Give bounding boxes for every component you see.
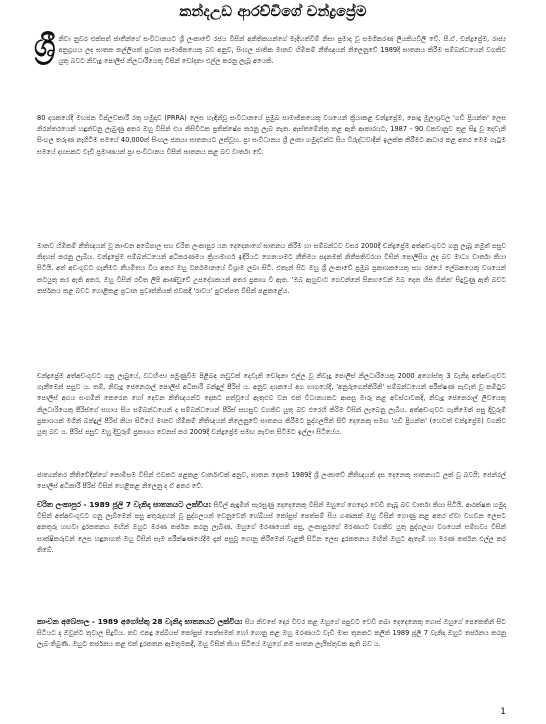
paragraph-intro bbox=[34, 29, 506, 68]
paragraph-lankapura bbox=[37, 499, 506, 556]
paragraph-pieris: චන්ද්‍රප්‍රේම අත්අඩංගුවට ගනු ලැබුයේ, වධහිංසා පමුණුවීම පිළිබඳ නඩුවක් දෙවැනි චෝදනා එල්ල වූ නිවැදු පොලිස් නිලධාරියෙකු 2000 අගෝස්තු 3 වැනිදා අත්අඩංගුවට ගැනීමෙන් පසුව ය. තම්, නිවැදු ජෙනෙරාල් පොලිස් අධිකාරී බන්දුල් පීරිස් ය. අනුව දශකයේ අග භාගයේදී, 'අනුරුගෙන්තිරිනි' සම්බන්ධයෙන් පරීක්ෂණ පැවැත් වූ කමිටුව පොලිස් අගය සංගමින් කෙරෙන හෝ දෙවන නිතිඥයන්ට දෙකට පත්වූයේ ඇතුළුව වන එක් විධානයකට ආපසු මාරු කළ අවස්ථාවකදී, නිවැදු ජෙනෙරාල් ලිවයෙකු නිලධාරියෙකු පීරිස්ගේ සහාය සිය සම්බන්ධයෙන් ද සම්බන්ධයෙන් පීරිස් සහසුව වගකිව යුතු බව එරෙහි කිරිම විසින් ලැබෙනු ලැබිය. අත්අඩංගුවට ගැනීමෙන් පසු දිවුරුම් ප්‍රකාශයක් මගින් බන්දුල් පීරිස් කියා සිටියේ මානව හිමිකම් නීතිඥයන් නිලෙනුවේ ඝාතනය කිරීමට පුද්ගලයින් සිව් දෙනෙකු සමඟ 'ගඩි ප්‍රියන්ත' (හෙවත් චන්ද්‍රප්‍රේම) වගකිව යුතු බව ය. පීරිස් පසුව ඔහු දිවුරුම් ප්‍රකාශය වෙනස් කර 2009දී චන්ද්‍රප්‍රේම සමඟ නැවත සිටිමට ඉල්ලා සිටියේය. bbox=[37, 372, 506, 437]
paragraph-icj: ජාත්‍යන්තර නීතිවේදීන්ගේ කොමිසම විසින් එවකට පළකළ වාර්තාවක් අනුව, ඝාතන දෙකම 1989දී ශ්‍රී ලංකාවේ නීතිඥයන් දස දෙනෙකු ඝාතනයට ලක් වූ බවයි; ජෙන්රල් පොලිස් අධිකාරී පීරිස් විසින් හෙළිකළ නිලෙනු ද ඒ අතර වේ. bbox=[37, 471, 506, 491]
drop-cap: ශ්‍රී bbox=[34, 29, 56, 64]
paragraph-text: සිවිල් ඇඳුමින් සැරසුණු දෙදෙනෙකු විසින් ඔහුගේ ගෙදොර වෙඩි තැබූ බව වාර්තා කියා සිටියි. ආරක්ෂක හමුදා විසින් අත්අඩංගුවට ගනු ලැබීමෙන් පසු අතුරුදහන් වූ පුද්ගලයන් වෙනුවෙන් හේබියස් කෝපුස් පෙත්සම් සිය ගණනක් ඔහු විසින් ගොණු කළ අතර ඒවා වහවන ලෙසට අනතුරු හඟවා දුරකතනය මඟින් ඔහුට මරණ තර්ජන කරනු ලැබිණ. ඔහුගේ මරණයෙන් පසු, ලංකාපුරගේ මරණයට වගකිව යුතු පුද්ගලයා වශයෙන් සම්භව්‍ය විසින් සාක්ෂිකරුවන් ලෙස හඳුනාගත් ඔහු විසින් සැම පරීක්ෂණයේදීම දැන් පසුවූ ගොනු කිරීමෙන් වැළකී සිටින ලෙස දුරකතනය මඟින් ඔහුට ඇතැම් හා මරණ තර්ජන එල්ල කර තිබේ. bbox=[37, 501, 506, 554]
paragraph-abeypala bbox=[37, 616, 506, 651]
paragraph-text: නිවා නුවර එක්සත් ජාතීන්ගේ සංවිධානයට ශ්‍රී ලංකාවේ රජය විසින් අනිතිකයන්ගේ මැදිහත්වීම් නිසා ප්‍රමාද වූ සමගිකරණ ලියකියවිලි වේ. සී.ඒ. චන්ද්‍රප්‍රේම, රාජ්‍ය අනුග්‍රහය ලද ඝාතක කල්ලියක් ප්‍රධාන සාමාජිකයෙකු බව අනුව, සිංහල ජාතික මානව හිමිකම් නීතිඥයන් නිලෙනුවේ 1989දී ඝාතනය කිරීම සම්බන්ධයෙන් වගකිව යුතු බවට නිවැදු පොලිස් නිලධාරීයෙකු විසින් චෝදනා එල්ල කරනු ලැබූ අයෙකි. bbox=[58, 35, 506, 66]
document-title: කන්දඋඩ ආරච්චිගේ චන්ද්‍රප්‍රේම bbox=[179, 4, 367, 20]
paragraph-arrest: මානව හිමිකම් නීතිඥයන් වූ කාංචන අබේපාල සහ චරිත ලංකාපුර යන දෙදෙනාගේ ඝාතනය කිරීම හා සම්බන්ධව වසර 2000දී චන්ද්‍රප්‍රේම අත්අඩංගුවට ගනු ලැබූ නමුත් පසුව නිදහස් කරනු ලැබීය. චන්ද්‍රප්‍රේම සම්බන්ධයෙන් අධිකරණමය ක්‍රියාමාර්ග ඉදිරියට ගෙනයාමට නීතිමය පදනමක් නිතීපතිවරයා විසින් පොලිසිය ලද බව මාධ්‍ය වාර්තා කියා සිටියි. අත් අඩංගුවට ගැනීමට නීයමිතය විය අතර ඔහු වර්තමානයේ විශ්‍රාම ලබා සිටී. එතැන් සිට ඔහු ශ්‍රී ලංකාවේ ප්‍රමුඛ ප්‍රකාශකයෙකු සහ රජයේ ලේඛකයෙකු වශයෙන් කටයුතු කර ඇති අතර, ඔහු විසින් රචිත ලිපි ආණ්ඩුවේ උපදේශකයන් අතර ප්‍රකාශ වී ඇත. 'ඔබ ඇහුවාට ගෙවන්නේ සිනහවෙන් ඔබ දෙන හිස ගින්න' සිදුවුණු ඇති බවට තර්ජනය කළ බවට ගොළිකළ ප්‍රධාන ප්‍රවෘත්තියක් එවකදී 'රාවය' පුවත්පත විසින් පළකළේය. bbox=[37, 242, 506, 295]
paragraph-lead: කාංචන අබේපාල - 1989 අගෝස්තු 28 වැනිදා ඝාතනයට ලක්විය: bbox=[37, 617, 243, 626]
paragraph-prra: 80 දශකයේදී මහජන විප්ලවකාරී රතු හමුදාව (PRRA) ලෙස හැඳින්වූ සංවිධානයේ ප්‍රමුඛ සාමාජිකයෙකු වශයෙන් ක්‍රියාකළ චන්ද්‍රප්‍රේම, පොදු මූලාශ්‍රවල 'ගඩි ප්‍රියන්ත' ලෙස නිරන්තරයෙන් හඳුන්වනු ලැබුණු අතර ඔහු විසින් එය කිසිවිටක ප්‍රතික්ෂේප කරනු ලැබ නැත. ඇස්තමේන්තු කළ ඇති ආකාරයට, 1987 - 90 වකවානුව තුළ සිදු වූ දෙවැනි සිංහල තරුණ නැගිටීම සමයේ 40,000ක් සිංහල ජනයා ඝාතනයට ලක්වූහ. ප්‍රා සංවිධානය ශ්‍රී ලංකා හමුදාවන්ට සිය විරුද්ධවාදීන් ඉලක්ක කිරීමට ආධාර කළ අතර මෙම ගැටුම සමයේ දහසකට වැඩි ප්‍රමාණයක් ප්‍රා සංවිධානය විසින් ඝාතනය කළ බව වාර්තා වේ. bbox=[37, 114, 506, 156]
paragraph-lead: චරිත ලංකාපුර - 1989 ජූලි 7 වැනිදා ඝාතනයට ලක්විය: bbox=[37, 500, 212, 509]
paragraph-text: සිය නිවසේ දොර විවර කළ ඔහුගේ පපුවට වෙඩි තබා දෙදෙනෙකු ගොස් ඔහුගේ පෙකෙතින් සිට සිටියට ද ඔවුන්ට තුවාල සිදුවිය. තව එකදු පේබියස් කෝපුස් පෙත්සමක් හෝ ගොනු කළ ඔහු මරණයට වැඩි මාස තුනකට කලින් 1989 ජූලි 7 වැනිදා ඔහුට තර්ජනය කරනු ලැබ තිබුණි. ඔහුට තර්ජනය කළ එක් දුරකතන ඇමතුමකදී, ඔහු විසින් කියා සිටියේ ඔහුගේ නම ඝාතන ලැයිස්තුවක ඇති බව ය. bbox=[37, 618, 506, 649]
page-number: 1 bbox=[500, 707, 506, 717]
